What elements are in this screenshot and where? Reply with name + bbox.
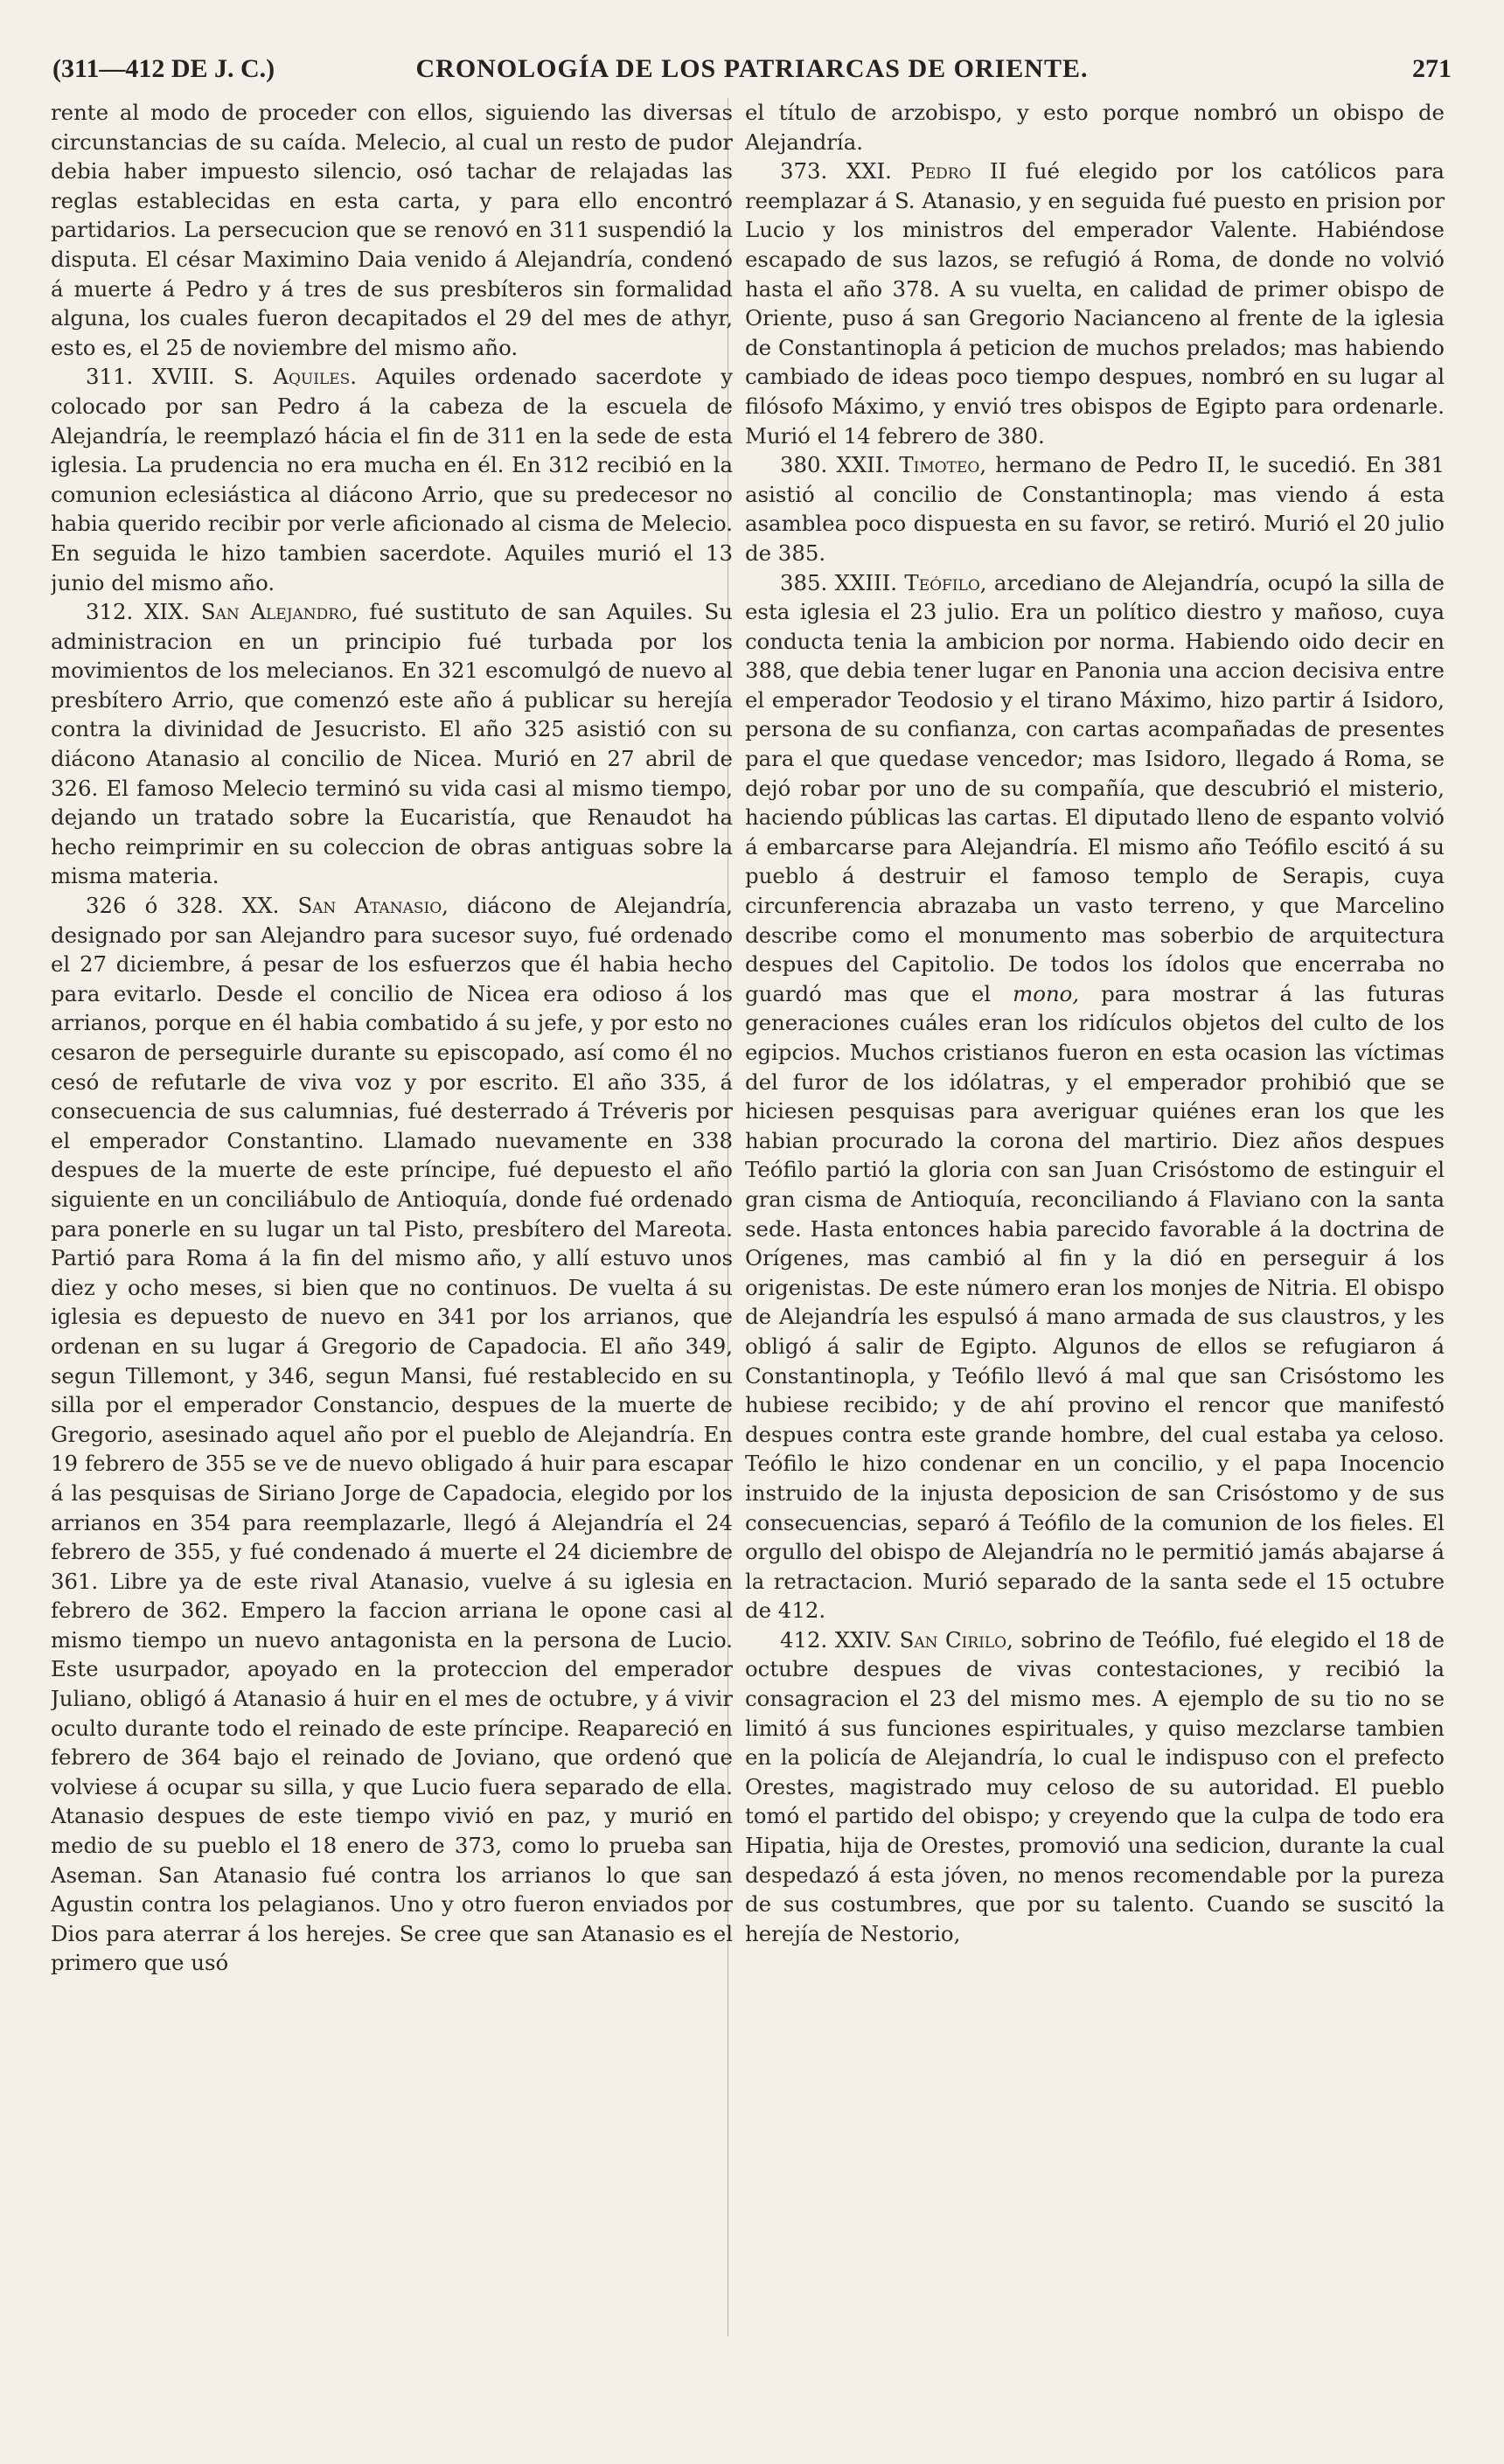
entry-number: 412. XXIV. [780,1626,893,1653]
entry-text: hermano de Pedro II, le sucedió. En 381 asistió al concilio de Constantinopla; mas viendo á esta asamblea poco dispuesta en su favor, se retiró. Murió el 20 julio de 385. [745,452,1445,566]
entry-number: 385. XXIII. [780,569,898,595]
paragraph-continuation: el título de arzobispo, y esto porque nombró un obispo de Alejandría. [745,100,1445,155]
entry-373 [745,157,1445,450]
page-header [52,54,1452,89]
right-column [745,98,1445,2371]
entry-385 [745,568,1445,1625]
paragraph-continuation: rente al modo de proceder con ellos, siguiendo las diversas circunstancias de su caída. Melecio, al cual un resto de pudor debia haber impuesto silencio, osó tachar de relajadas las reglas establecidas en esta carta, y para ello encontró partidarios. La persecucion que se renovó en 311 suspendió la disputa. El césar Maximino Daia venido á Alejandría, condenó á muerte á Pedro y á tres de sus presbíteros sin formalidad alguna, los cuales fueron decapitados el 29 del mes de athyr, esto es, el 25 de noviembre del mismo año. [51,100,733,360]
entry-text: arcediano de Alejandría, ocupó la silla de esta iglesia el 23 julio. Era un político diestro y mañoso, cuya conducta tenia la ambicion por norma. Habiendo oido decir en 388, que debia tener lugar en Panonia una accion decisiva entre el emperador Teodosio y el tirano Máximo, hizo partir á Isidoro, persona de su confianza, con cartas acompañadas de presentes para el que quedase vencedor; mas Isidoro, llegado á Roma, se dejó robar por uno de su compañía, que descubrió el misterio, haciendo públicas las cartas. El diputado lleno de espanto volvió á embarcarse para Alejandría. El mismo año Teófilo escitó á su pueblo á destruir el famoso templo de Serapis, cuya circunferencia abrazaba un vasto terreno, y que Marcelino describe como el monumento mas soberbio de arquitectura despues del Capitolio. De todos los ídolos que encerraba no guardó mas que el [745,569,1445,1006]
italic-word: mono, [1013,980,1080,1006]
running-title: CRONOLOGÍA DE LOS PATRIARCAS DE ORIENTE. [415,54,1089,83]
entry-name: Timoteo, [899,452,987,478]
page-number: 271 [1412,54,1452,83]
header-date-range: (311—412 DE J. C.) [52,54,275,83]
entry-name: San Atanasio, [297,893,449,919]
entry-text: sobrino de Teófilo, fué elegido el 18 de octubre despues de vivas contestaciones, y recibió la consagracion el 23 del mismo mes. A ejemplo de su tio no se limitó á sus funciones espirituales, y quiso mezclarse tambien en la policía de Alejandría, lo cual le indispuso con el prefecto Orestes, magistrado muy celoso de su autoridad. El pueblo tomó el partido del obispo; y creyendo que la culpa de todo era Hipatia, hija de Orestes, promovió una sedicion, durante la cual despedazó á esta jóven, no menos recomendable por la pureza de sus costumbres, que por su talento. Cuando se suscitó la herejía de Nestorio, [745,1626,1445,1946]
entry-number: 326 ó 328. XX. [86,893,280,919]
entry-380 [745,450,1445,567]
entry-number: 380. XXII. [780,452,891,478]
entry-text: fué sustituto de san Aquiles. Su administracion en un principio fué turbada por los movimientos de los melecianos. En 321 escomulgó de nuevo al presbítero Arrio, que comenzó este año á publicar su herejía contra la divinidad de Jesucristo. El año 325 asistió con su diácono Atanasio al concilio de Nicea. Murió en 27 abril de 326. El famoso Melecio terminó su vida casi al mismo tiempo, dejando un tratado sobre la Eucaristía, que Renaudot ha hecho reimprimir en su coleccion de obras antiguas sobre la misma materia. [51,599,733,889]
entry-number: 373. XXI. [780,158,892,184]
entry-text: diácono de Alejandría, designado por san Alejandro para sucesor suyo, fué ordenado el 27 diciembre, á pesar de los esfuerzos que él habia hecho para evitarlo. Desde el concilio de Nicea era odioso á los arrianos, porque en él habia combatido á su jefe, y por esto no cesaron de perseguirle durante su episcopado, así como él no cesó de refutarle de viva voz y por escrito. El año 335, á consecuencia de sus calumnias, fué desterrado á Tréveris por el emperador Constantino. Llamado nuevamente en 338 despues de la muerte de este príncipe, fué depuesto el año siguiente en un conciliábulo de Antioquía, donde fué ordenado para ponerle en su lugar un tal Pisto, presbítero del Mareota. Partió para Roma á la fin del mismo año, y allí estuvo unos diez y ocho meses, si bien que no continuos. De vuelta á su iglesia es depuesto de nuevo en 341 por los arrianos, que ordenan en su lugar á Gregorio de Capadocia. El año 349, segun Tillemont, y 346, segun Mansi, fué restablecido en su silla por el emperador Constancio, despues de la muerte de Gregorio, asesinado aquel año por el pueblo de Alejandría. En 19 febrero de 355 se ve de nuevo obligado á huir para escapar á las pesquisas de Siriano Jorge de Capadocia, elegido por los arrianos en 354 para reemplazarle, llegó á Alejandría el 24 febrero de 355, y fué condenado á muerte el 24 diciembre de 361. Libre ya de este rival Atanasio, vuelve á su iglesia en febrero de 362. Empero la faccion arriana le opone casi al mismo tiempo un nuevo antagonista en la persona de Lucio. Este usurpador, apoyado en la proteccion del emperador Juliano, obligó á Atanasio á huir en el mes de octubre, y á vivir oculto durante todo el reinado de este príncipe. Reapareció en febrero de 364 bajo el reinado de Joviano, que ordenó que volviese á ocupar su silla, y que Lucio fuera separado de ella. Atanasio despues de este tiempo vivió en paz, y murió en medio de su pueblo el 18 enero de 373, como lo prueba san Aseman. San Atanasio fué contra los arrianos lo que san Agustin contra los pelagianos. Uno y otro fueron enviados por Dios para aterrar á los herejes. Se cree que san Atanasio es el primero que usó [51,893,733,1976]
entry-number: 312. XIX. [86,599,191,625]
entry-number: 311. XVIII. S. [86,364,254,390]
entry-name: San Alejandro, [200,599,359,625]
entry-name: Aquiles. [273,364,358,390]
entry-name: Teófilo, [904,569,987,595]
entry-name: San Cirilo, [899,1626,1013,1653]
entry-text: II fué elegido por los católicos para reemplazar á S. Atanasio, y en seguida fué puesto en prision por Lucio y los ministros del emperador Valente. Habiéndose escapado de sus lazos, se refugió á Roma, de donde no volvió hasta el año 378. A su vuelta, en calidad de primer obispo de Oriente, puso á san Gregorio Nacianceno al frente de la iglesia de Constantinopla á peticion de muchos prelados; mas habiendo cambiado de ideas poco tiempo despues, nombró en su lugar al filósofo Máximo, y envió tres obispos de Egipto para ordenarle. Murió el 14 febrero de 380. [745,158,1445,449]
entry-name: Pedro [910,158,971,184]
entry-312 [51,597,733,891]
entry-311 [51,362,733,597]
left-column [51,98,733,2371]
entry-text: Aquiles ordenado sacerdote y colocado por san Pedro á la cabeza de la escuela de Alejandría, le reemplazó hácia el fin de 311 en la sede de esta iglesia. La prudencia no era mucha en él. En 312 recibió en la comunion eclesiástica al diácono Arrio, que su predecesor no habia querido recibir por verle aficionado al cisma de Melecio. En seguida le hizo tambien sacerdote. Aquiles murió el 13 junio del mismo año. [51,364,733,595]
entry-text-continued: para mostrar á las futuras generaciones cuáles eran los ridículos objetos del culto de los egipcios. Muchos cristianos fueron en esta ocasion las víctimas del furor de los idólatras, y el emperador prohibió que se hiciesen pesquisas para averiguar quiénes eran los que les habian procurado la corona del martirio. Diez años despues Teófilo partió la gloria con san Juan Crisóstomo de estinguir el gran cisma de Antioquía, reconciliando á Flaviano con la santa sede. Hasta entonces habia parecido favorable á la doctrina de Orígenes, mas cambió al fin y la dió en perseguir á los origenistas. De este número eran los monjes de Nitria. El obispo de Alejandría les espulsó á mano armada de sus claustros, y les obligó á salir de Egipto. Algunos de ellos se refugiaron á Constantinopla, y Teófilo llevó á mal que san Crisóstomo les hubiese recibido; y de ahí provino el rencor que manifestó despues contra este grande hombre, del cual estaba ya celoso. Teófilo le hizo condenar en un concilio, y el papa Inocencio instruido de la injusta deposicion de san Crisóstomo y de sus consecuencias, separó á Teófilo de la comunion de los fieles. El orgullo del obispo de Alejandría no le permitió jamás abajarse á la retractacion. Murió separado de la santa sede el 15 octubre de 412. [745,980,1445,1624]
entry-412 [745,1625,1445,1949]
entry-326 [51,891,733,1978]
